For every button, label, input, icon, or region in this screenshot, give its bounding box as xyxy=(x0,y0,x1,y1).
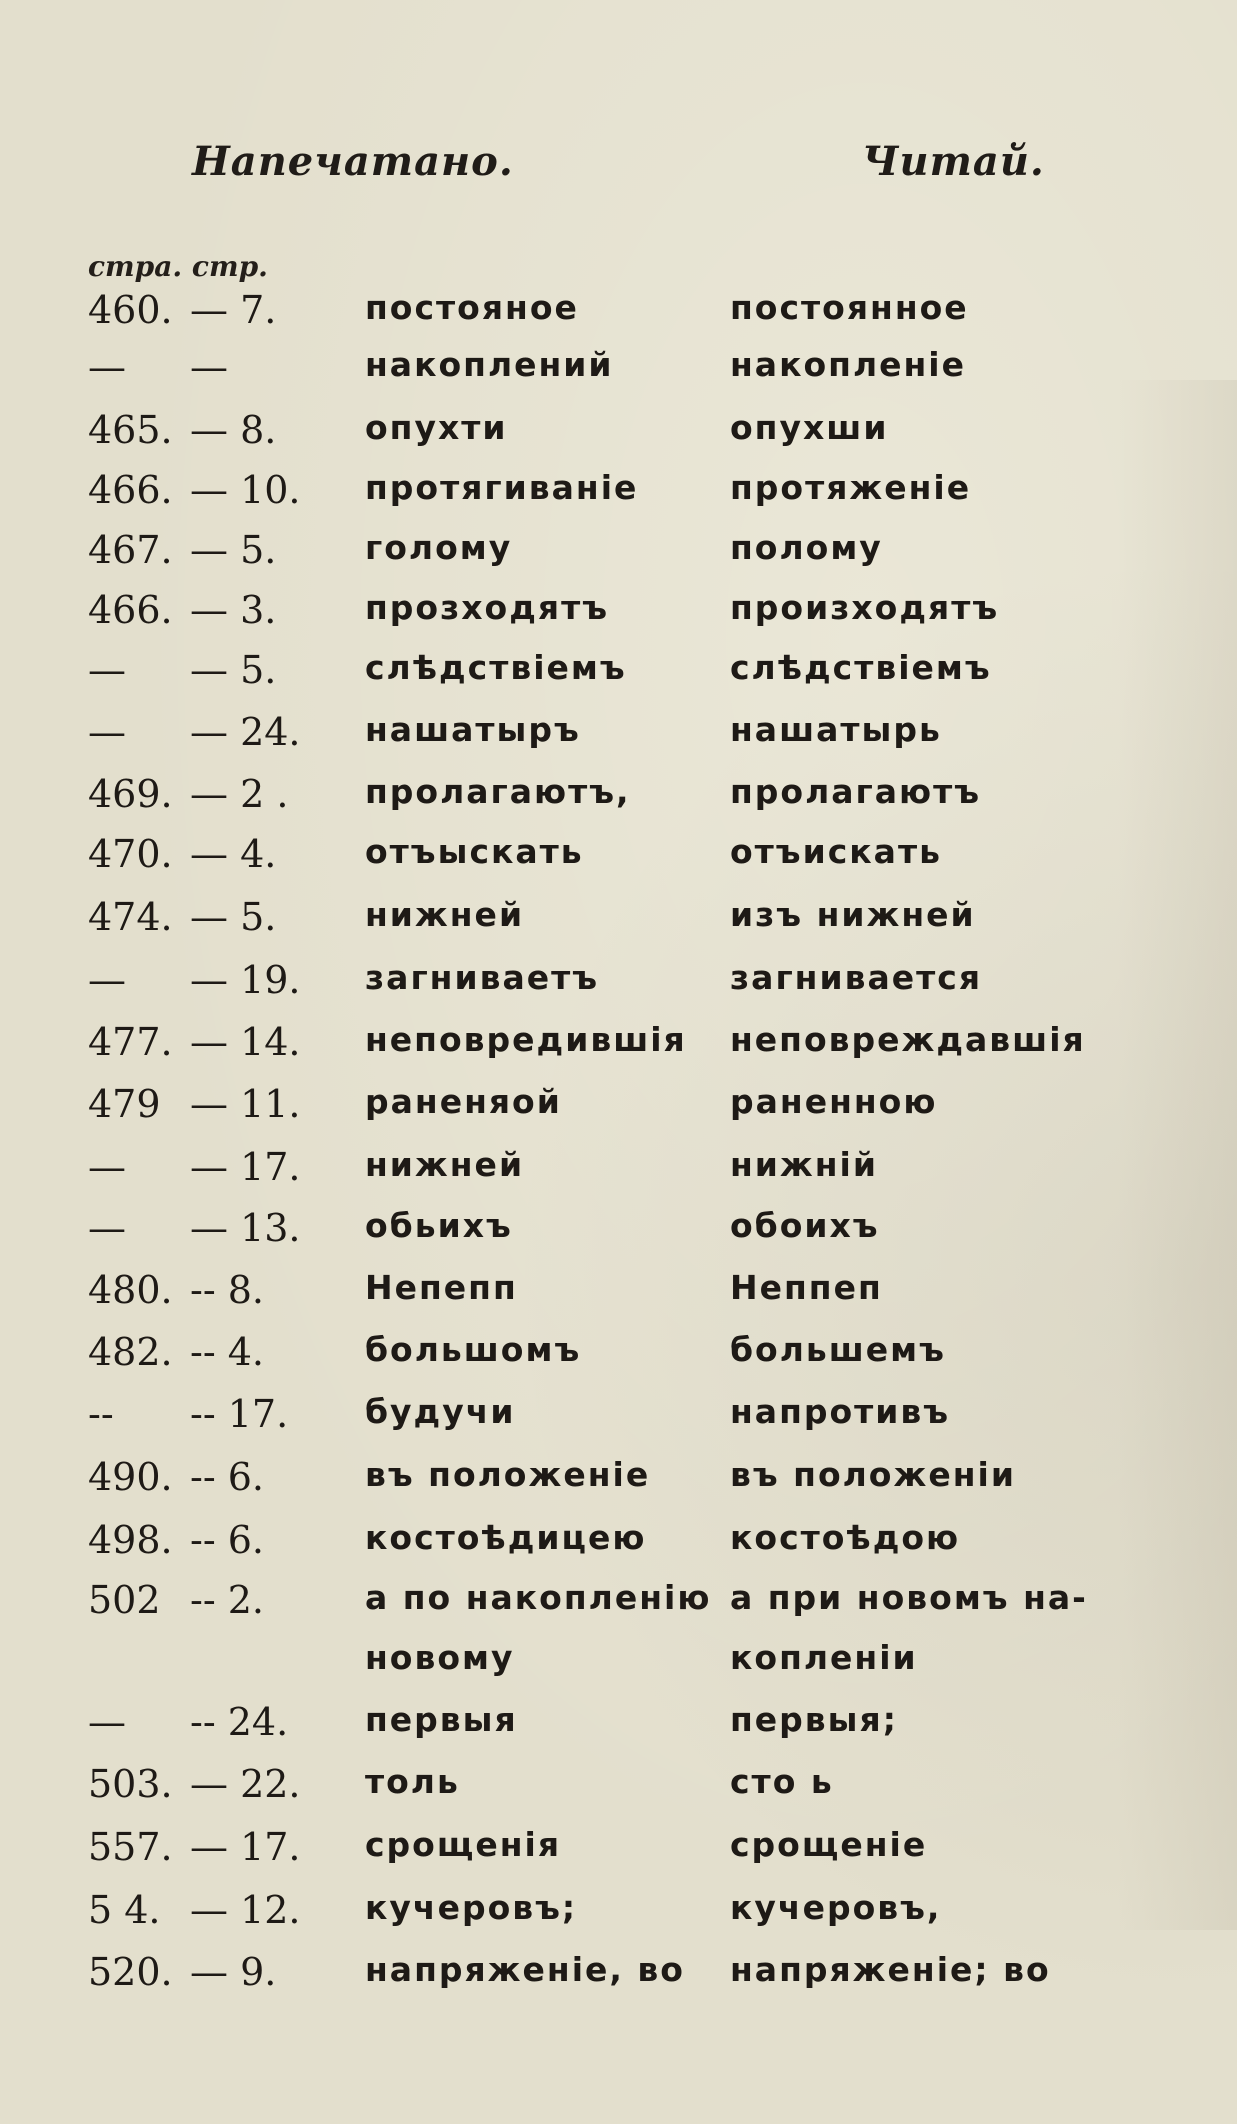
printed-text: протягиваніе xyxy=(365,468,639,507)
printed-text: нижней xyxy=(365,1145,525,1184)
read-text: первыя; xyxy=(730,1700,898,1739)
line-number: — 4. xyxy=(190,832,277,876)
errata-row xyxy=(0,895,1237,947)
read-text: протяженіе xyxy=(730,468,972,507)
page-number: 480. xyxy=(88,1268,173,1312)
page-number: — xyxy=(88,1145,126,1189)
line-number: — 10. xyxy=(190,468,301,512)
page-number: 498. xyxy=(88,1518,173,1562)
page-number: — xyxy=(88,1700,126,1744)
printed-text: срощенія xyxy=(365,1825,562,1864)
read-text: напротивъ xyxy=(730,1392,951,1431)
column-labels: стра. стр. xyxy=(88,250,268,283)
page-number: 503. xyxy=(88,1762,173,1806)
line-number: — 5. xyxy=(190,528,277,572)
errata-row xyxy=(0,1020,1237,1072)
page-number: 474. xyxy=(88,895,173,939)
printed-text: будучи xyxy=(365,1392,516,1431)
page-number: 470. xyxy=(88,832,173,876)
printed-text: прозходятъ xyxy=(365,588,609,627)
printed-text: неповредившія xyxy=(365,1020,687,1059)
printed-text: Непепп xyxy=(365,1268,518,1307)
printed-text: нашатыръ xyxy=(365,710,581,749)
read-text: полому xyxy=(730,528,883,567)
errata-row xyxy=(0,1392,1237,1444)
read-text: загнивается xyxy=(730,958,983,997)
read-text: сто ь xyxy=(730,1762,834,1801)
line-number: — 24. xyxy=(190,710,301,754)
errata-row xyxy=(0,345,1237,397)
read-text: въ положеніи xyxy=(730,1455,1016,1494)
line-number: — 5. xyxy=(190,648,277,692)
page-number: 467. xyxy=(88,528,173,572)
page-number: — xyxy=(88,958,126,1002)
page-number: 490. xyxy=(88,1455,173,1499)
printed-text: загниваетъ xyxy=(365,958,600,997)
printed-text: голому xyxy=(365,528,513,567)
page-number: — xyxy=(88,1206,126,1250)
errata-row xyxy=(0,1762,1237,1814)
line-number: -- 8. xyxy=(190,1268,265,1312)
errata-row xyxy=(0,1268,1237,1320)
page-number: 557. xyxy=(88,1825,173,1869)
page-number: — xyxy=(88,648,126,692)
read-text: изъ нижней xyxy=(730,895,976,934)
errata-row xyxy=(0,772,1237,824)
read-text: отъискать xyxy=(730,832,942,871)
line-number: — 3. xyxy=(190,588,277,632)
printed-text: въ положеніе xyxy=(365,1455,651,1494)
errata-row xyxy=(0,648,1237,700)
errata-row xyxy=(0,288,1237,340)
errata-row xyxy=(0,832,1237,884)
errata-row xyxy=(0,588,1237,640)
errata-row xyxy=(0,1825,1237,1877)
read-text: пролагаютъ xyxy=(730,772,982,811)
page-number: 482. xyxy=(88,1330,173,1374)
page-number: -- xyxy=(88,1392,114,1436)
printed-text: толь xyxy=(365,1762,460,1801)
page-number: 465. xyxy=(88,408,173,452)
page-number: 469. xyxy=(88,772,173,816)
errata-row xyxy=(0,1518,1237,1570)
errata-row xyxy=(0,1578,1237,1630)
page-number: 466. xyxy=(88,588,173,632)
read-text: раненною xyxy=(730,1082,938,1121)
printed-text: слѣдствіемъ xyxy=(365,648,627,687)
line-number: — xyxy=(190,345,228,389)
read-text: Неппеп xyxy=(730,1268,883,1307)
page-number: — xyxy=(88,345,126,389)
page-number: 460. xyxy=(88,288,173,332)
line-number: — 11. xyxy=(190,1082,301,1126)
read-text: большемъ xyxy=(730,1330,946,1369)
printed-text: кучеровъ; xyxy=(365,1888,578,1927)
line-number: — 17. xyxy=(190,1145,301,1189)
read-text: обоихъ xyxy=(730,1206,880,1245)
read-text: нижній xyxy=(730,1145,878,1184)
errata-row xyxy=(0,958,1237,1010)
errata-row xyxy=(0,1145,1237,1197)
read-text: опухши xyxy=(730,408,889,447)
line-number: — 8. xyxy=(190,408,277,452)
errata-row xyxy=(0,1455,1237,1507)
read-text: неповреждавшія xyxy=(730,1020,1086,1059)
line-number: -- 4. xyxy=(190,1330,265,1374)
line-number: -- 17. xyxy=(190,1392,289,1436)
errata-row xyxy=(0,1330,1237,1382)
page-number: 5 4. xyxy=(88,1888,161,1932)
line-number: — 9. xyxy=(190,1950,277,1994)
line-number: -- 6. xyxy=(190,1518,265,1562)
read-text: напряженіе; во xyxy=(730,1950,1051,1989)
printed-text: нижней xyxy=(365,895,525,934)
errata-row xyxy=(0,1082,1237,1134)
page-number: 520. xyxy=(88,1950,173,1994)
printed-text: а по накопленію xyxy=(365,1578,712,1617)
printed-text: отъыскать xyxy=(365,832,584,871)
line-number: — 5. xyxy=(190,895,277,939)
line-number: — 7. xyxy=(190,288,277,332)
errata-row xyxy=(0,710,1237,762)
read-text: костоѣдою xyxy=(730,1518,961,1557)
printed-text: раненяой xyxy=(365,1082,562,1121)
read-text: срощеніе xyxy=(730,1825,928,1864)
printed-text: накоплений xyxy=(365,345,614,384)
read-text: кучеровъ, xyxy=(730,1888,942,1927)
printed-text: напряженіе, во xyxy=(365,1950,685,1989)
errata-row xyxy=(0,468,1237,520)
errata-row xyxy=(0,1206,1237,1258)
line-number: -- 6. xyxy=(190,1455,265,1499)
errata-row xyxy=(0,1888,1237,1940)
line-number: — 19. xyxy=(190,958,301,1002)
errata-row xyxy=(0,1950,1237,2002)
errata-row xyxy=(0,1700,1237,1752)
read-text: слѣдствіемъ xyxy=(730,648,992,687)
printed-text: опухти xyxy=(365,408,508,447)
line-number: — 22. xyxy=(190,1762,301,1806)
read-text: копленіи xyxy=(730,1638,918,1677)
errata-row xyxy=(0,528,1237,580)
line-number: — 13. xyxy=(190,1206,301,1250)
read-text: а при новомъ на- xyxy=(730,1578,1088,1617)
printed-text: постояное xyxy=(365,288,579,327)
printed-text: обьихъ xyxy=(365,1206,513,1245)
line-number: -- 2. xyxy=(190,1578,265,1622)
header-read: Читай. xyxy=(862,138,1045,185)
line-number: — 12. xyxy=(190,1888,301,1932)
page-number: 479 xyxy=(88,1082,161,1126)
printed-text: костоѣдицею xyxy=(365,1518,647,1557)
line-number: — 14. xyxy=(190,1020,301,1064)
read-text: постоянное xyxy=(730,288,969,327)
printed-text: новому xyxy=(365,1638,515,1677)
read-text: нашатырь xyxy=(730,710,942,749)
read-text: накопленіе xyxy=(730,345,966,384)
errata-row xyxy=(0,1638,1237,1690)
line-number: — 17. xyxy=(190,1825,301,1869)
printed-text: пролагаютъ, xyxy=(365,772,631,811)
page-number: 466. xyxy=(88,468,173,512)
header-printed: Напечатано. xyxy=(192,138,514,185)
page-number: 502 xyxy=(88,1578,161,1622)
printed-text: первыя xyxy=(365,1700,518,1739)
read-text: произходятъ xyxy=(730,588,1000,627)
line-number: — 2 . xyxy=(190,772,289,816)
printed-text: большомъ xyxy=(365,1330,582,1369)
page-number: 477. xyxy=(88,1020,173,1064)
errata-row xyxy=(0,408,1237,460)
line-number: -- 24. xyxy=(190,1700,289,1744)
page-number: — xyxy=(88,710,126,754)
